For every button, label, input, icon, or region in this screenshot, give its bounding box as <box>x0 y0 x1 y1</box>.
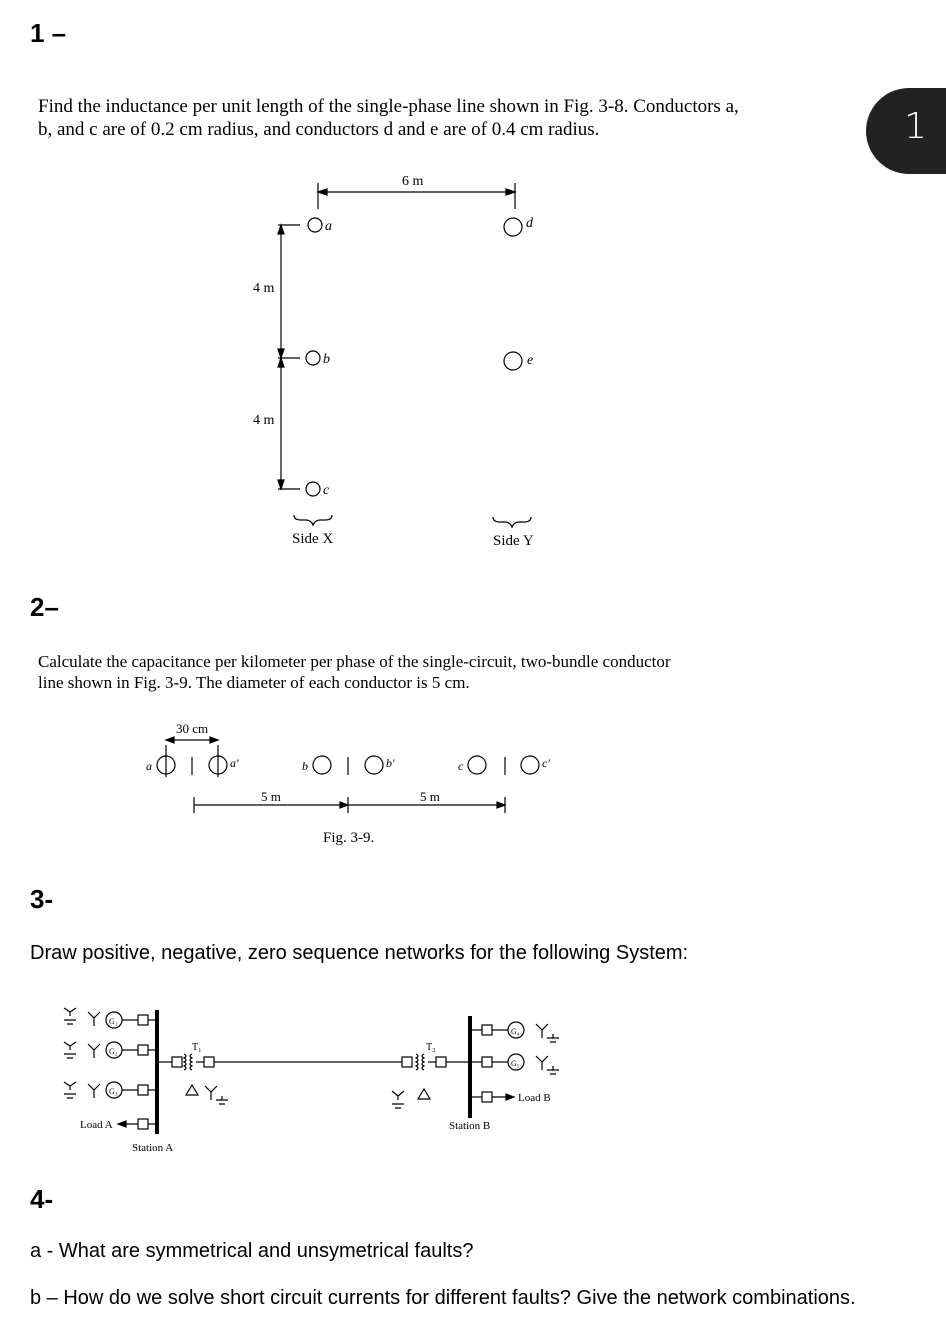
label-station-a: Station A <box>132 1142 174 1154</box>
question-4-part-b: b – How do we solve short circuit currents for different faults? Give the network combinations. <box>30 1287 856 1309</box>
wye-symbol-g2 <box>88 1044 100 1058</box>
grounded-wye-g3 <box>64 1082 76 1098</box>
wye-symbol-g3 <box>88 1084 100 1098</box>
transformer-t2-winding <box>416 1054 418 1070</box>
breaker <box>436 1057 446 1067</box>
grounded-wye-g5 <box>536 1056 559 1074</box>
arrow-head <box>278 480 284 489</box>
arrow-head <box>506 189 515 195</box>
label-g3: G₃ <box>109 1087 118 1096</box>
label-5m-left: 5 m <box>261 789 281 804</box>
label-30cm: 30 cm <box>176 721 209 736</box>
arrow-load-b <box>506 1094 514 1100</box>
brace-side-y <box>493 517 531 527</box>
label-b: b <box>302 759 308 773</box>
question-4-part-a: a - What are symmetrical and unsymetrical faults? <box>30 1240 474 1262</box>
page-number: 1 <box>904 106 927 147</box>
label-g4: G₄ <box>511 1027 520 1036</box>
label-a: a <box>325 219 332 234</box>
arrow-head <box>278 225 284 234</box>
grounded-wye-g2 <box>64 1042 76 1058</box>
brace-side-x <box>294 515 332 525</box>
label-t1: T₁ <box>192 1042 202 1053</box>
conductor-b <box>313 756 331 774</box>
label-t2: T₂ <box>426 1042 436 1053</box>
label-load-a: Load A <box>80 1119 113 1131</box>
conductor-c-prime <box>521 756 539 774</box>
arrow-head <box>278 358 284 367</box>
question-2-text <box>38 651 838 693</box>
wye-symbol-g1 <box>88 1012 100 1026</box>
delta-symbol-t2 <box>418 1089 430 1099</box>
label-station-b: Station B <box>449 1120 491 1132</box>
breaker <box>138 1015 148 1025</box>
grounded-wye-g4 <box>536 1024 559 1042</box>
arrow-head <box>166 737 174 743</box>
label-d: d <box>526 216 533 231</box>
delta-symbol-t1 <box>186 1085 198 1095</box>
label-c: c <box>458 759 464 773</box>
breaker <box>482 1025 492 1035</box>
arrow-head <box>318 189 327 195</box>
conductor-e <box>504 352 522 370</box>
conductor-d <box>504 218 522 236</box>
label-5m-right: 5 m <box>420 789 440 804</box>
label-b-prime: b′ <box>386 756 395 770</box>
breaker <box>138 1045 148 1055</box>
breaker <box>172 1057 182 1067</box>
label-6m: 6 m <box>402 174 424 189</box>
label-g2: G₂ <box>109 1047 118 1056</box>
figure-3-8 <box>0 165 946 555</box>
question-2-line-2: line shown in Fig. 3-9. The diameter of each conductor is 5 cm. <box>38 673 470 692</box>
arrow-head <box>497 802 505 808</box>
label-side-x: Side X <box>292 531 334 547</box>
label-load-b: Load B <box>518 1092 551 1104</box>
question-2-line-1: Calculate the capacitance per kilometer per phase of the single-circuit, two-bundle conductor <box>38 652 671 671</box>
breaker <box>138 1119 148 1129</box>
conductor-a <box>308 218 322 232</box>
label-4m-bottom: 4 m <box>253 413 275 428</box>
question-1-number: 1 – <box>30 18 67 48</box>
label-4m-top: 4 m <box>253 281 275 296</box>
conductor-b <box>306 351 320 365</box>
label-a-prime: a′ <box>230 756 239 770</box>
transformer-t1-winding <box>190 1054 192 1070</box>
grounded-wye-g1 <box>64 1008 76 1024</box>
breaker <box>482 1057 492 1067</box>
grounded-wye-t1 <box>205 1086 228 1104</box>
conductor-b-prime <box>365 756 383 774</box>
figure-3-9 <box>0 715 946 855</box>
arrow-head <box>210 737 218 743</box>
label-c-prime: c′ <box>542 756 550 770</box>
question-4-number: 4- <box>30 1184 54 1214</box>
question-1-text <box>38 95 858 141</box>
conductor-c <box>306 482 320 496</box>
breaker <box>402 1057 412 1067</box>
breaker <box>204 1057 214 1067</box>
question-1-line-2: b, and c are of 0.2 cm radius, and conductors d and e are of 0.4 cm radius. <box>38 119 600 140</box>
breaker <box>482 1092 492 1102</box>
label-g1: G₁ <box>109 1017 118 1026</box>
label-g5: G₅ <box>511 1059 520 1068</box>
breaker <box>138 1085 148 1095</box>
label-a: a <box>146 759 152 773</box>
label-b: b <box>323 352 330 367</box>
conductor-c <box>468 756 486 774</box>
arrow-load-a <box>118 1121 126 1127</box>
arrow-head <box>340 802 348 808</box>
caption-fig-3-9: Fig. 3-9. <box>323 830 375 846</box>
question-3-number: 3- <box>30 884 54 914</box>
label-c: c <box>323 483 330 498</box>
transformer-t2-winding <box>422 1054 424 1070</box>
question-1-line-1: Find the inductance per unit length of the single-phase line shown in Fig. 3-8. Conductors a, <box>38 96 739 117</box>
question-2-number: 2– <box>30 592 59 622</box>
page-number-badge <box>866 88 946 174</box>
transformer-t1-winding <box>184 1054 186 1070</box>
power-system-diagram <box>0 1002 946 1162</box>
label-side-y: Side Y <box>493 533 534 549</box>
question-3-text: Draw positive, negative, zero sequence networks for the following System: <box>30 942 689 964</box>
grounded-wye-t2 <box>392 1091 404 1108</box>
label-e: e <box>527 353 534 368</box>
